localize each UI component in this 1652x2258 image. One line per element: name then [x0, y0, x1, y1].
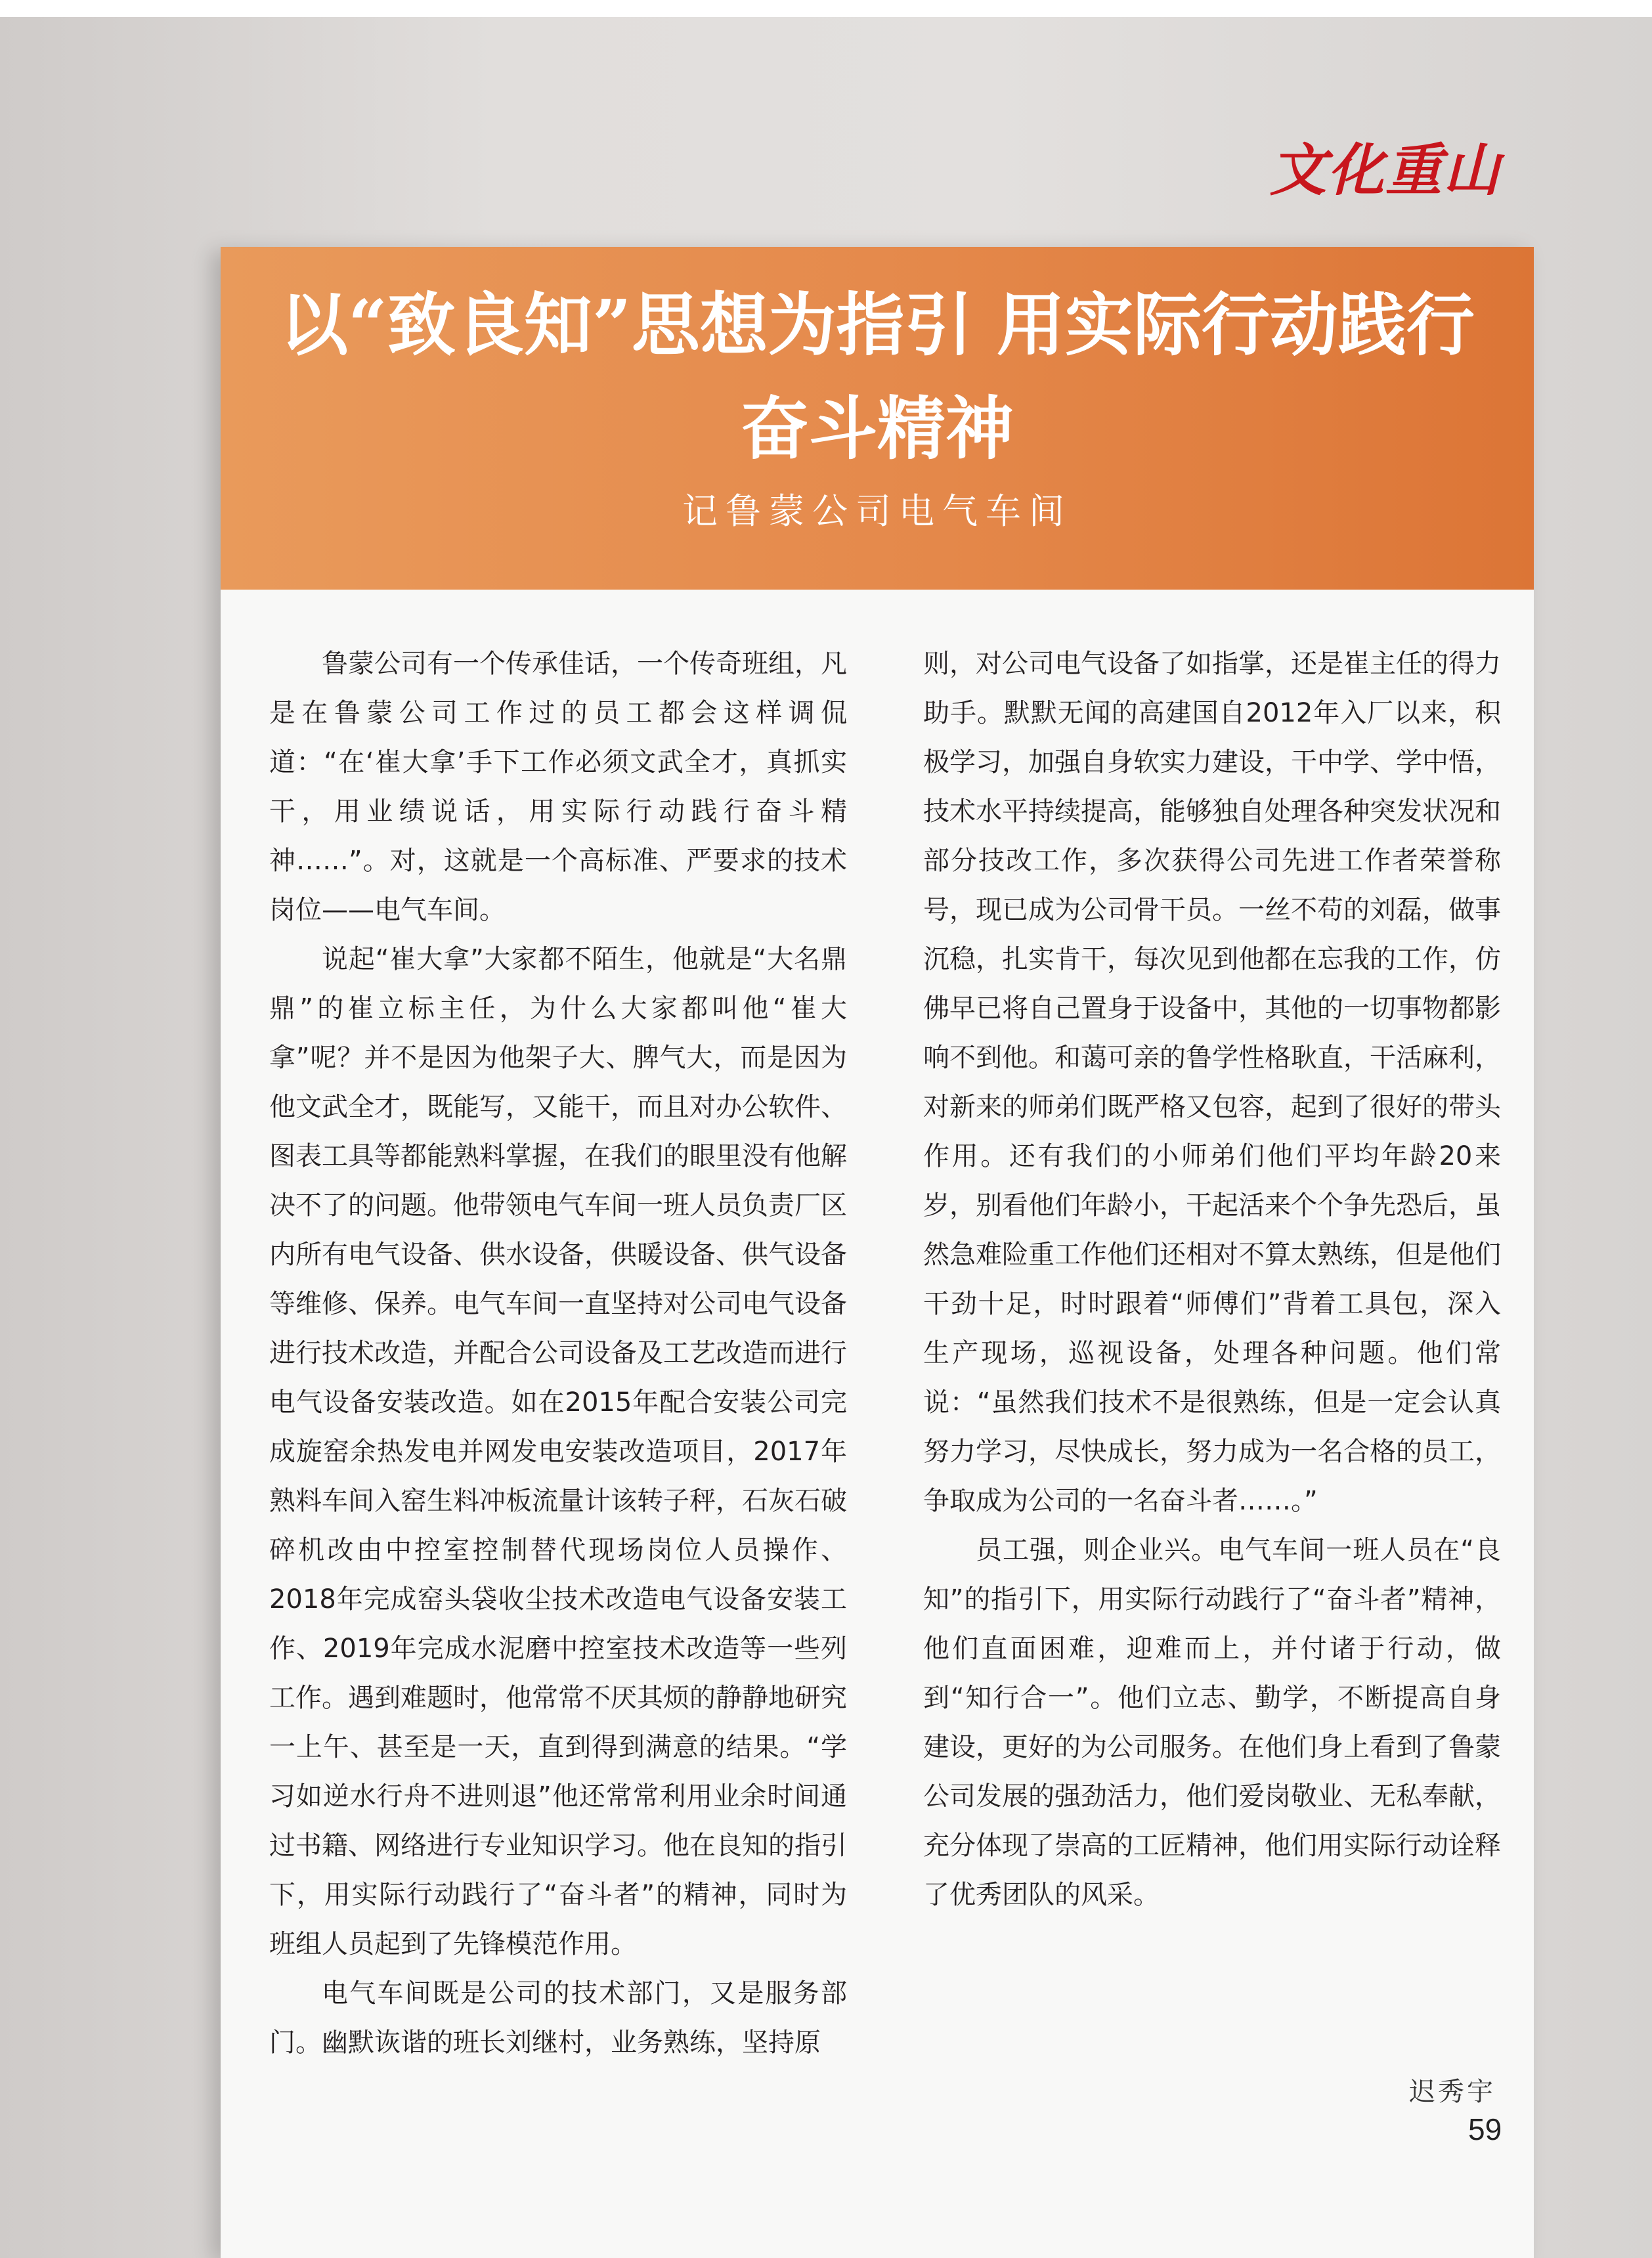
author-name: 迟秀宇: [1409, 2077, 1496, 2107]
paragraph: 电气车间既是公司的技术部门，又是服务部门。幽默诙谐的班长刘继村，业务熟练，坚持原: [269, 1978, 847, 2058]
text-column-left: [269, 640, 847, 2068]
paragraph: 员工强，则企业兴。电气车间一班人员在“良知”的指引下，用实际行动践行了“奋斗者”精神，他们直面困难，迎难而上，并付诸于行动，做到“知行合一”。他们立志、勤学，不断提高自身建设，更好的为公司服务。在他们身上看到了鲁蒙公司发展的强劲活力，他们爱岗敬业、无私奉献，充分体现了崇高的工匠精神，他们用实际行动诠释了优秀团队的风采。: [923, 1535, 1501, 1910]
article-title: [221, 273, 1534, 481]
top-margin: [0, 0, 1652, 17]
title-banner: [221, 247, 1534, 590]
paragraph-continued: 则，对公司电气设备了如指掌，还是崔主任的得力助手。默默无闻的高建国自2012年入厂以来，积极学习，加强自身软实力建设，干中学、学中悟，技术水平持续提高，能够独自处理各种突发状况和部分技改工作，多次获得公司先进工作者荣誉称号，现已成为公司骨干员。一丝不苟的刘磊，做事沉稳，扎实肯干，每次见到他都在忘我的工作，仿佛早已将自己置身于设备中，其他的一切事物都影响不到他。和蔼可亲的鲁学性格耿直，干活麻利，对新来的师弟们既严格又包容，起到了很好的带头作用。还有我们的小师弟们他们平均年龄20来岁，别看他们年龄小，干起活来个个争先恐后，虽然急难险重工作他们还相对不算太熟练，但是他们干劲十足，时时跟着“师傅们”背着工具包，深入生产现场，巡视设备，处理各种问题。他们常说：“虽然我们技术不是很熟练，但是一定会认真努力学习，尽快成长，努力成为一名合格的员工，争取成为公司的一名奋斗者……。”: [923, 649, 1501, 1516]
article-subtitle: 记鲁蒙公司电气车间: [682, 490, 1072, 532]
article-page: [221, 247, 1534, 2258]
title-line-1: 以“致良知”思想为指引 用实际行动践行: [280, 284, 1475, 365]
paragraph: 说起“崔大拿”大家都不陌生，他就是“大名鼎鼎”的崔立标主任，为什么大家都叫他“崔大拿”呢？并不是因为他架子大、脾气大，而是因为他文武全才，既能写，又能干，而且对办公软件、图表工具等都能熟料掌握，在我们的眼里没有他解决不了的问题。他带领电气车间一班人员负责厂区内所有电气设备、供水设备，供暖设备、供气设备等维修、保养。电气车间一直坚持对公司电气设备进行技术改造，并配合公司设备及工艺改造而进行电气设备安装改造。如在2015年配合安装公司完成旋窑余热发电并网发电安装改造项目，2017年熟料车间入窑生料冲板流量计该转子秤，石灰石破碎机改由中控室控制替代现场岗位人员操作、2018年完成窑头袋收尘技术改造电气设备安装工作、2019年完成水泥磨中控室技术改造等一些列工作。遇到难题时，他常常不厌其烦的静静地研究一上午、甚至是一天，直到得到满意的结果。“学习如逆水行舟不进则退”他还常常利用业余时间通过书籍、网络进行专业知识学习。他在良知的指引下，用实际行动践行了“奋斗者”的精神，同时为班组人员起到了先锋模范作用。: [269, 944, 847, 1959]
page-number: 59: [1468, 2112, 1502, 2146]
paragraph: 鲁蒙公司有一个传承佳话，一个传奇班组，凡是在鲁蒙公司工作过的员工都会这样调侃道：“在‘崔大拿’手下工作必须文武全才，真抓实干，用业绩说话，用实际行动践行奋斗精神……”。对，这就是一个高标准、严要求的技术岗位——电气车间。: [269, 649, 847, 925]
title-line-2: 奋斗精神: [740, 388, 1014, 469]
text-column-right: [923, 640, 1501, 1920]
brand-logo: 文化重山: [1270, 137, 1501, 204]
